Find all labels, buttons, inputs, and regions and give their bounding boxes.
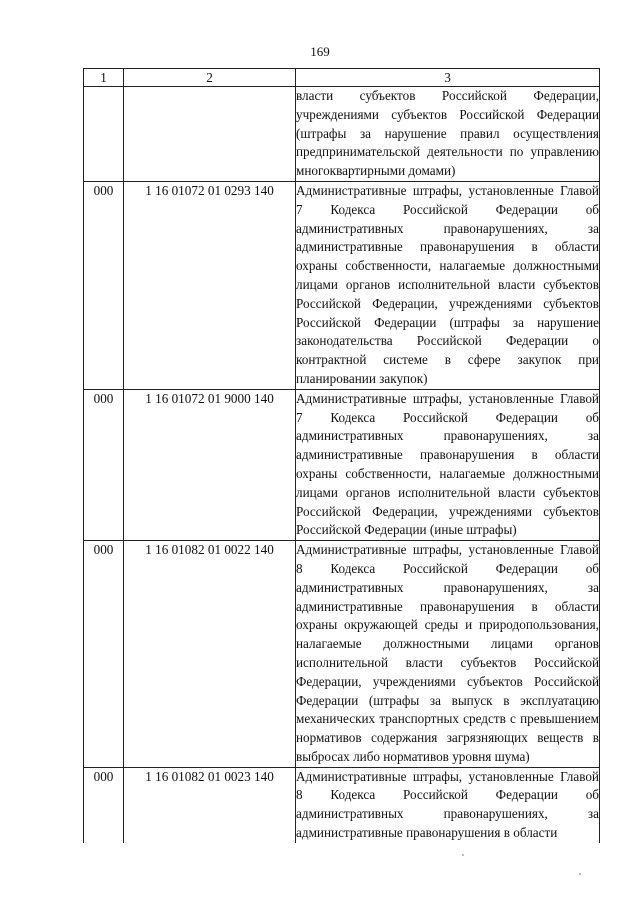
income-code-cell: 1 16 01082 01 0023 140: [124, 767, 296, 843]
description-text: Административные штрафы, установленные Главой 8 Кодекса Российской Федерации об административных правонарушениях, за административные правонарушения в области охраны окружающей среды и природопользования, налагаемые должностными лицами органов исполнительной власти субъектов Российской Федерации, учреждениями субъектов Российской Федерации (штрафы за выпуск в эксплуатацию механических транспортных средств с превышением нормативов содержания загрязняющих веществ в выбросах либо нормативов уровня шума): [296, 542, 599, 764]
table-row: [84, 541, 600, 768]
budget-codes-table: [83, 68, 600, 843]
admin-code-cell: 000: [84, 541, 124, 768]
description-cell: [296, 767, 600, 843]
header-col-1: 1: [84, 69, 124, 87]
description-cell: [296, 541, 600, 768]
description-cell: [296, 87, 600, 182]
table-row: [84, 87, 600, 182]
description-text: Административные штрафы, установленные Главой 7 Кодекса Российской Федерации об административных правонарушениях, за административные правонарушения в области охраны собственности, налагаемые должностными лицами органов исполнительной власти субъектов Российской Федерации, учреждениями субъектов Российской Федерации (иные штрафы): [296, 390, 599, 538]
income-code-cell: [124, 87, 296, 182]
table-row: [84, 181, 600, 389]
description-text: Административные штрафы, установленные Главой 8 Кодекса Российской Федерации об административных правонарушениях, за административные правонарушения в области: [296, 768, 599, 841]
header-row: [84, 69, 600, 87]
header-col-3: 3: [296, 69, 600, 87]
description-text: власти субъектов Российской Федерации, учреждениями субъектов Российской Федерации (штрафы за нарушение правил осуществления предпринимательской деятельности по управлению многоквартирными домами): [296, 88, 599, 179]
admin-code-cell: 000: [84, 767, 124, 843]
table-row: [84, 389, 600, 540]
income-code-cell: 1 16 01072 01 9000 140: [124, 389, 296, 540]
admin-code-cell: [84, 87, 124, 182]
admin-code-cell: 000: [84, 181, 124, 389]
description-text: Административные штрафы, установленные Главой 7 Кодекса Российской Федерации об административных правонарушениях, за административные правонарушения в области охраны собственности, налагаемые должностными лицами органов исполнительной власти субъектов Российской Федерации, учреждениями субъектов Российской Федерации (штрафы за нарушение законодательства Российской Федерации о контрактной системе в сфере закупок при планировании закупок): [296, 182, 599, 386]
header-col-2: 2: [124, 69, 296, 87]
income-code-cell: 1 16 01082 01 0022 140: [124, 541, 296, 768]
scan-speck: [462, 854, 464, 856]
description-cell: [296, 181, 600, 389]
admin-code-cell: 000: [84, 389, 124, 540]
scan-speck: [579, 873, 581, 875]
description-cell: [296, 389, 600, 540]
table-row: [84, 767, 600, 843]
income-code-cell: 1 16 01072 01 0293 140: [124, 181, 296, 389]
page-number: 169: [310, 44, 330, 59]
